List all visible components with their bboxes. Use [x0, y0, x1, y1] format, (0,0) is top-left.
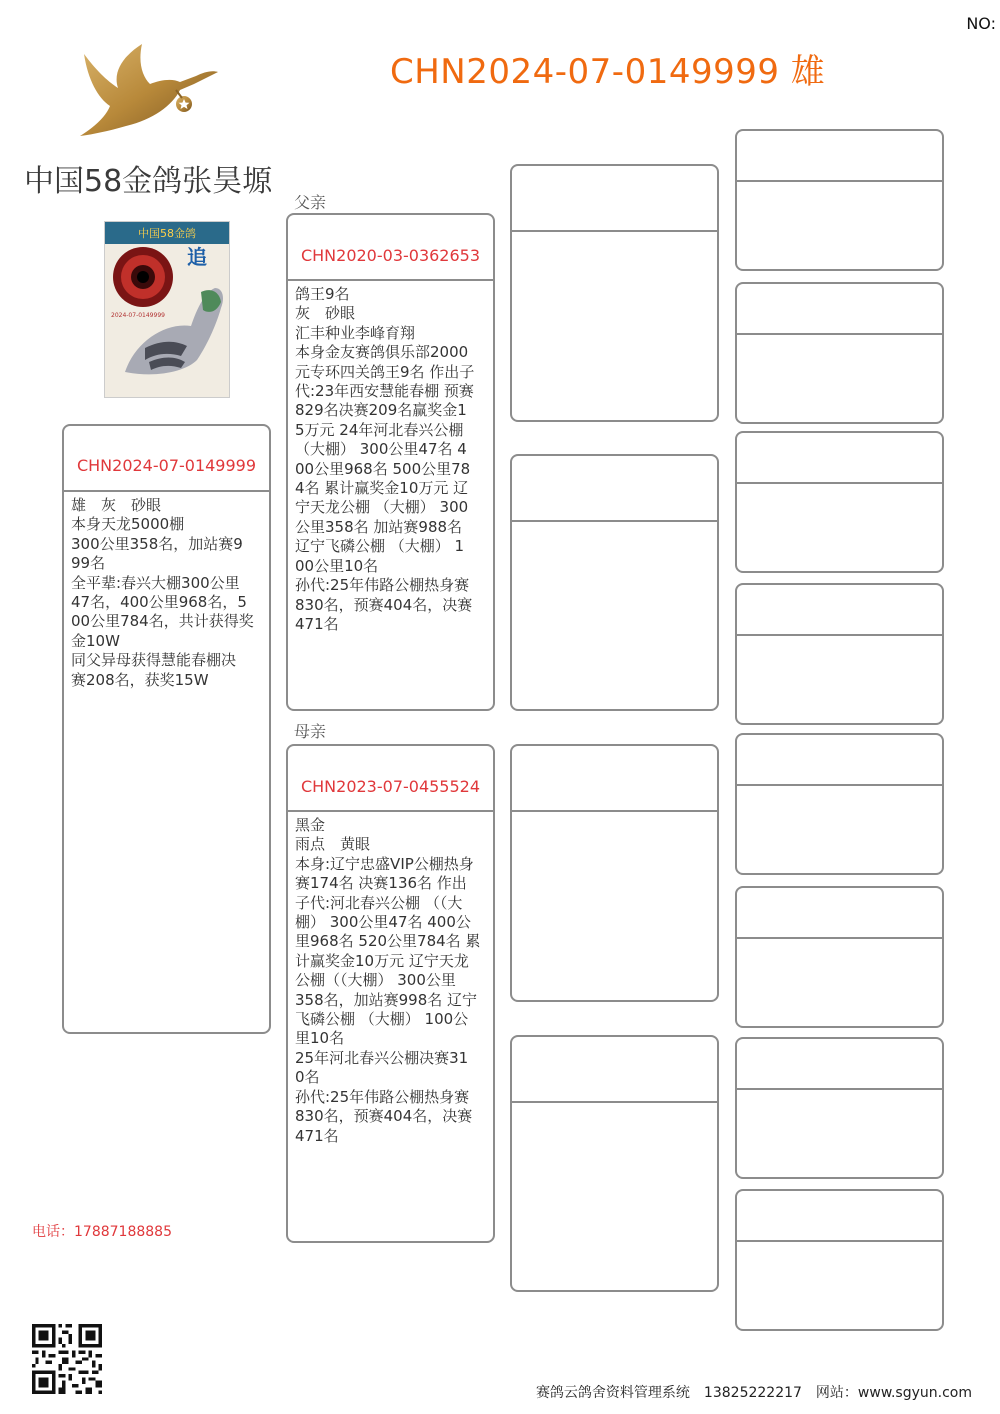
great-grandparent-card	[735, 129, 944, 271]
great-grandparent-card	[735, 1189, 944, 1331]
phone-number: 电话：17887188885	[32, 1224, 172, 1240]
subject-card	[62, 424, 271, 1034]
grandparent-card	[510, 454, 719, 711]
great-grandparent-card	[735, 886, 944, 1028]
dam-ring: CHN2023-07-0455524	[300, 777, 481, 796]
poster-banner-text: 中国58金鸽	[138, 227, 196, 240]
dam-card	[286, 744, 495, 1243]
pigeon-photo	[104, 221, 230, 398]
subject-details: 雄 灰 砂眼 本身天龙5000棚 300公里358名，加站赛9 99名 全平辈:春兴大棚300公里 47名，400公里968名，5 00公里784名，共计获得奖 金10W 同父异母获得慧能春棚决 赛208名，获奖15W	[71, 496, 254, 689]
page-title: CHN2024-07-0149999 雄	[390, 52, 826, 92]
number-label: NO:	[966, 14, 996, 33]
loft-name: 中国58金鸽张昊塬	[24, 164, 273, 199]
dam-label: 母亲	[294, 722, 327, 741]
sire-details: 鸽王9名 灰 砂眼 汇丰种业李峰育翔 本身金友赛鸽俱乐部2000 元专环四关鸽王9名 作出子 代:23年西安慧能春棚 预赛 829名决赛209名赢奖金1 5万元 24年河北春兴公棚 （大棚） 300公里47名 4 00公里968名 500公里78 4名 累计赢奖金10万元 辽 宁天龙公棚 （大棚） 300 公里358名 加站赛988名 辽宁飞磷公棚 （大棚） 1 00公里10名 孙代:25年伟路公棚热身赛 830名，预赛404名，决赛 471名	[295, 285, 475, 633]
subject-ring: CHN2024-07-0149999	[76, 456, 257, 475]
great-grandparent-card	[735, 1037, 944, 1179]
sire-label: 父亲	[294, 193, 327, 212]
great-grandparent-card	[735, 583, 944, 725]
poster-big-char: 追	[187, 245, 207, 269]
dove-logo-icon	[76, 40, 222, 140]
grandparent-card	[510, 1035, 719, 1292]
great-grandparent-card	[735, 282, 944, 424]
sire-card	[286, 213, 495, 711]
grandparent-card	[510, 164, 719, 422]
grandparent-card	[510, 744, 719, 1002]
footer-info: 赛鸽云鸽舍资料管理系统 13825222217 网站：www.sgyun.com	[535, 1385, 972, 1401]
great-grandparent-card	[735, 733, 944, 875]
sire-ring: CHN2020-03-0362653	[300, 246, 481, 265]
poster-ring-text: 2024-07-0149999	[111, 312, 165, 319]
great-grandparent-card	[735, 431, 944, 573]
dam-details: 黑金 雨点 黄眼 本身:辽宁忠盛VIP公棚热身 赛174名 决赛136名 作出 子代:河北春兴公棚 （（大 棚） 300公里47名 400公 里968名 520公里784名 累 计赢奖金10万元 辽宁天龙 公棚（（大棚） 300公里 358名，加站赛998名 辽宁 飞磷公棚 （大棚） 100公 里10名 25年河北春兴公棚决赛31 0名 孙代:25年伟路公棚热身赛 830名，预赛404名，决赛 471名	[295, 816, 481, 1145]
qr-code-icon	[32, 1324, 102, 1394]
